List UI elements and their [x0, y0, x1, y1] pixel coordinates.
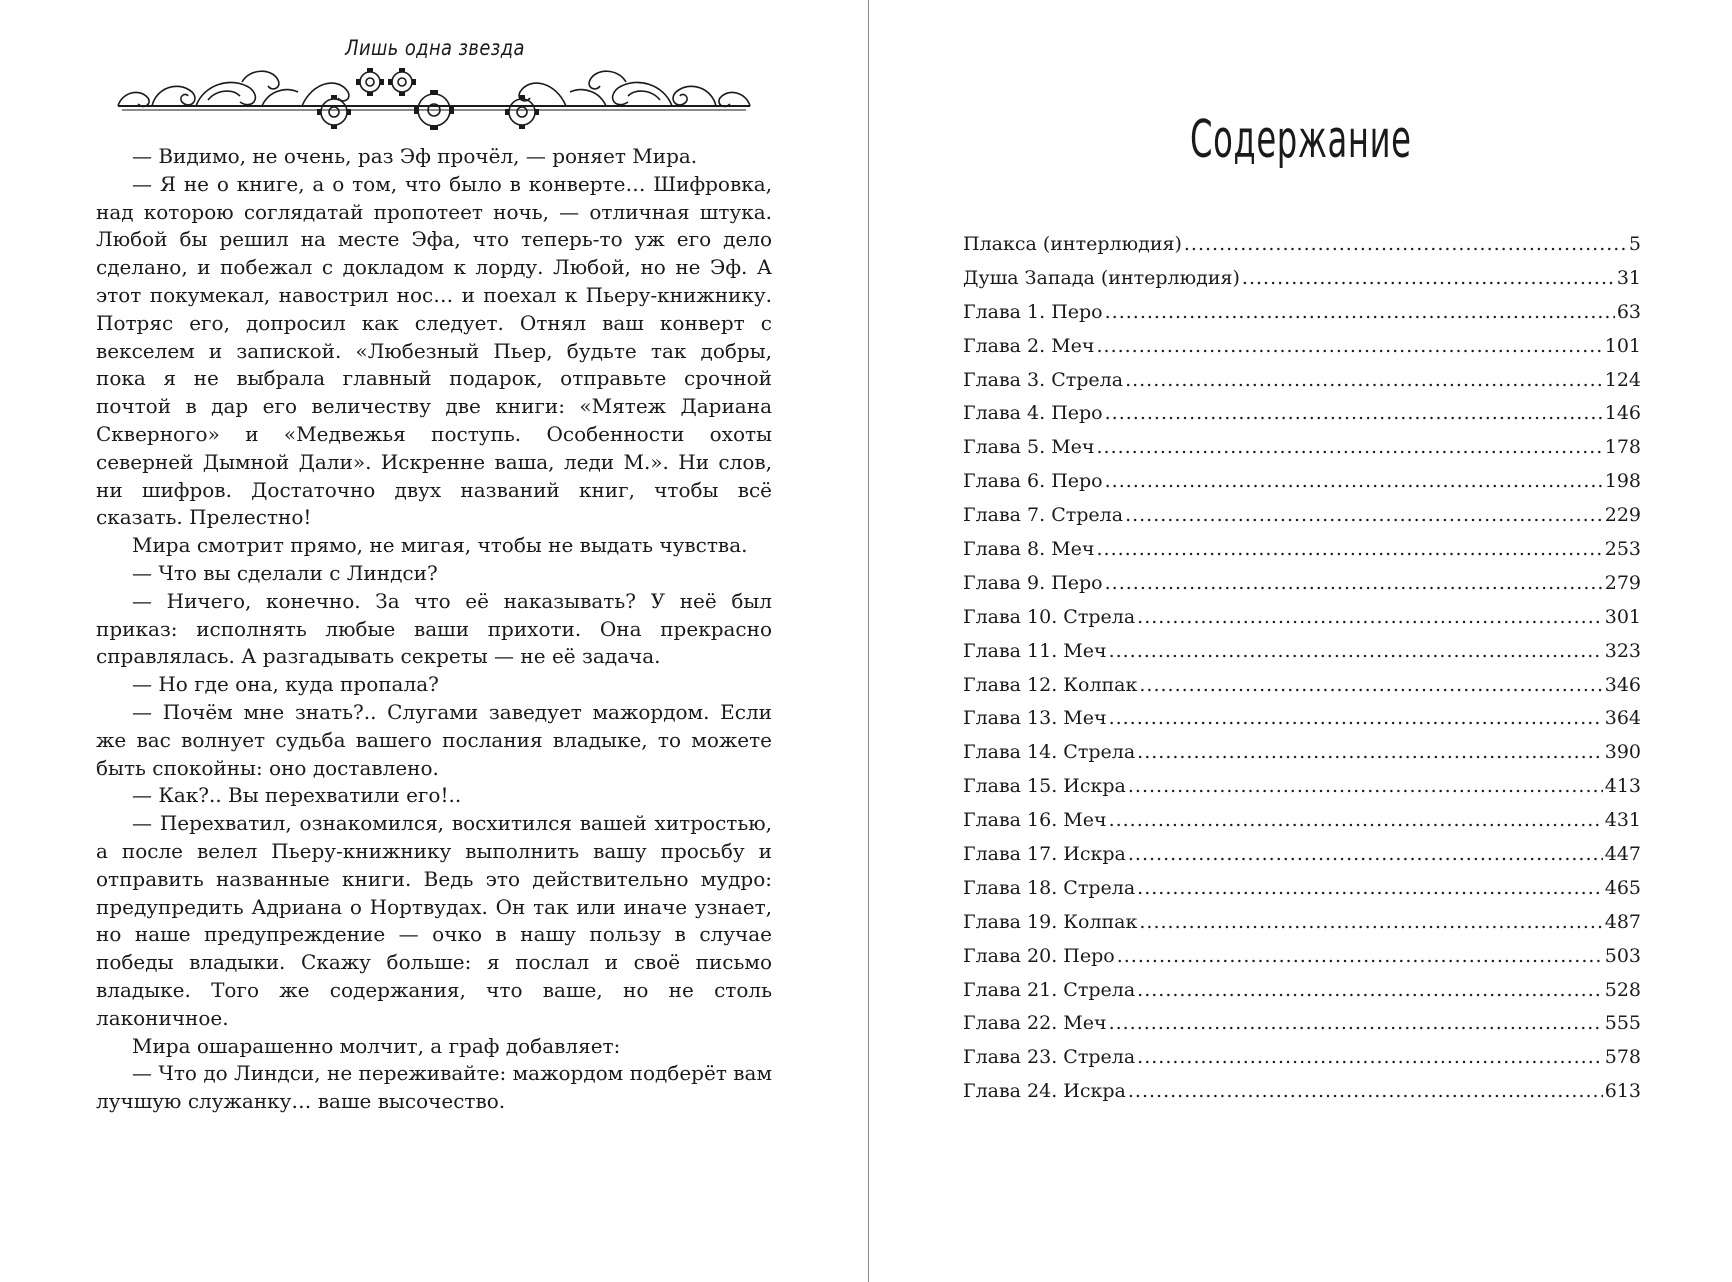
paragraph: — Ничего, конечно. За что её наказывать? У неё был приказ: исполнять любые ваши прихоти. Она прекрасно справлялась. А разгадывать секреты — не её задача.: [96, 588, 772, 669]
toc-entry-page: 613: [1604, 1080, 1641, 1103]
toc-entry[interactable]: [963, 335, 1641, 369]
right-page: [869, 0, 1732, 1282]
toc-entry[interactable]: [963, 504, 1641, 538]
toc-entry-label: Глава 24. Искра: [963, 1080, 1126, 1103]
toc-dot-leader: [1128, 843, 1603, 865]
toc-dot-leader: [1109, 640, 1603, 662]
toc-dot-leader: [1125, 504, 1603, 526]
toc-entry-page: 465: [1604, 876, 1641, 899]
toc-entry-page: 124: [1604, 368, 1641, 391]
toc-entry-page: 229: [1604, 504, 1641, 527]
toc-entry-label: Глава 19. Колпак: [963, 910, 1138, 933]
toc-entry-label: Глава 4. Перо: [963, 402, 1103, 425]
paragraph: Мира смотрит прямо, не мигая, чтобы не выдать чувства.: [132, 533, 748, 558]
toc-dot-leader: [1105, 470, 1603, 492]
toc-entry-page: 503: [1604, 944, 1641, 967]
toc-entry-label: Глава 13. Меч: [963, 707, 1107, 730]
toc-entry[interactable]: [963, 267, 1641, 301]
paragraph: — Что вы сделали с Линдси?: [132, 560, 438, 585]
toc-entry-label: Глава 8. Меч: [963, 538, 1095, 561]
toc-entry-page: 413: [1604, 775, 1641, 798]
toc-entry-page: 146: [1604, 402, 1641, 425]
toc-entry-label: Глава 16. Меч: [963, 809, 1107, 832]
toc-entry[interactable]: [963, 843, 1641, 877]
paragraph: — Как?.. Вы перехватили его!..: [132, 783, 462, 808]
toc-dot-leader: [1117, 945, 1603, 967]
toc-entry[interactable]: [963, 1080, 1641, 1114]
toc-entry-page: 279: [1604, 571, 1641, 594]
toc-dot-leader: [1096, 436, 1602, 458]
paragraph: Мира ошарашенно молчит, а граф добавляет:: [132, 1033, 621, 1058]
toc-entry[interactable]: [963, 640, 1641, 674]
toc-entry-label: Душа Запада (интерлюдия): [963, 266, 1240, 289]
toc-entry-label: Глава 21. Стрела: [963, 978, 1136, 1001]
toc-entry-label: Глава 23. Стрела: [963, 1046, 1136, 1069]
toc-entry[interactable]: [963, 674, 1641, 708]
paragraph: — Видимо, не очень, раз Эф прочёл, — роняет Мира.: [132, 144, 698, 168]
toc-dot-leader: [1105, 301, 1615, 323]
toc-dot-leader: [1137, 741, 1603, 763]
toc-entry[interactable]: [963, 538, 1641, 572]
toc-title: Содержание: [1189, 110, 1412, 170]
toc-entry-label: Глава 3. Стрела: [963, 368, 1124, 391]
toc-dot-leader: [1105, 572, 1603, 594]
toc-dot-leader: [1242, 267, 1615, 289]
toc-entry[interactable]: [963, 707, 1641, 741]
toc-dot-leader: [1125, 369, 1603, 391]
body-text: [96, 143, 772, 1116]
ornamental-gears-divider: [112, 62, 756, 134]
toc-entry[interactable]: [963, 572, 1641, 606]
toc-entry-label: Глава 22. Меч: [963, 1012, 1107, 1035]
paragraph: — Что до Линдси, не переживайте: мажордом подберёт вам лучшую служанку… ваше высочество.: [96, 1061, 772, 1114]
toc-dot-leader: [1139, 674, 1602, 696]
toc-entry-page: 447: [1604, 843, 1641, 866]
toc-entry-page: 5: [1628, 233, 1641, 255]
toc-entry[interactable]: [963, 877, 1641, 911]
toc-entry-page: 578: [1604, 1046, 1641, 1069]
toc-entry-page: 487: [1604, 910, 1641, 933]
toc-entry[interactable]: [963, 436, 1641, 470]
toc-dot-leader: [1184, 233, 1627, 255]
toc-entry-label: Глава 18. Стрела: [963, 876, 1136, 899]
table-of-contents: [963, 233, 1641, 1114]
toc-entry-page: 178: [1604, 436, 1641, 459]
toc-entry-page: 390: [1604, 741, 1641, 764]
toc-dot-leader: [1137, 979, 1603, 1001]
paragraph: — Перехватил, ознакомился, восхитился вашей хитростью, а после велел Пьеру-книжнику выполнить вашу просьбу и отправить названные книги. Ведь это действительно мудро: предупредить Адриана о Нортвудах. Он так или иначе узнает, но наше предупреждение — очко в нашу пользу в случае победы владыки. Скажу больше: я послал и своё письмо владыке. Того же содержания, что ваше, но не столь лаконичное.: [96, 811, 772, 1030]
toc-entry-label: Глава 2. Меч: [963, 334, 1095, 357]
toc-entry-label: Глава 1. Перо: [963, 300, 1103, 323]
toc-dot-leader: [1137, 606, 1603, 628]
paragraph: — Почём мне знать?.. Слугами заведует мажордом. Если же вас волнует судьба вашего послания владыке, то можете быть спокойны: оно доставлено.: [96, 699, 772, 780]
toc-entry-label: Глава 17. Искра: [963, 843, 1126, 866]
toc-entry-label: Глава 12. Колпак: [963, 673, 1138, 696]
toc-dot-leader: [1128, 1080, 1603, 1102]
toc-entry[interactable]: [963, 301, 1641, 335]
toc-entry[interactable]: [963, 369, 1641, 403]
toc-dot-leader: [1109, 809, 1603, 831]
toc-entry-label: Глава 6. Перо: [963, 470, 1103, 493]
toc-entry-page: 253: [1604, 538, 1641, 561]
toc-dot-leader: [1109, 1012, 1603, 1034]
toc-entry[interactable]: [963, 1012, 1641, 1046]
paragraph: — Но где она, куда пропала?: [132, 672, 439, 697]
toc-entry-label: Глава 14. Стрела: [963, 741, 1136, 764]
toc-entry[interactable]: [963, 979, 1641, 1013]
toc-entry[interactable]: [963, 606, 1641, 640]
toc-entry-page: 101: [1604, 334, 1641, 357]
toc-entry-page: 346: [1604, 673, 1641, 696]
toc-title-wrap: [869, 110, 1732, 170]
toc-dot-leader: [1105, 402, 1603, 424]
toc-entry-label: Глава 5. Меч: [963, 436, 1095, 459]
toc-entry[interactable]: [963, 402, 1641, 436]
toc-entry-label: Глава 7. Стрела: [963, 504, 1124, 527]
toc-entry-page: 301: [1604, 605, 1641, 628]
paragraph: — Я не о книге, а о том, что было в конверте… Шифровка, над которою соглядатай пропотеет ночь, — отличная штука. Любой бы решил на месте Эфа, что теперь-то уж его дело сделано, и побежал с докладом к лорду. Любой, но не Эф. А этот покумекал, навострил нос… и поехал к Пьеру-книжнику. Потряс его, допросил как следует. Отнял ваш конверт с векселем и запиской. «Любезный Пьер, будьте так добры, пока я не выбрала главный подарок, отправьте срочной почтой в дар его величеству две книги: «Мятеж Дариана Скверного» и «Медвежья поступь. Особенности охоты северней Дымной Дали». Искренне ваша, леди М.». Ни слов, ни шифров. Достаточно двух названий книг, чтобы всё сказать. Прелестно!: [96, 171, 772, 530]
toc-entry[interactable]: [963, 233, 1641, 267]
toc-dot-leader: [1096, 335, 1602, 357]
toc-entry-page: 198: [1604, 470, 1641, 493]
toc-entry[interactable]: [963, 945, 1641, 979]
toc-entry-label: Глава 20. Перо: [963, 944, 1115, 967]
running-head: Лишь одна звезда: [345, 36, 525, 60]
toc-entry-label: Глава 10. Стрела: [963, 605, 1136, 628]
toc-entry-page: 323: [1604, 639, 1641, 662]
toc-entry-page: 431: [1604, 809, 1641, 832]
toc-dot-leader: [1109, 707, 1603, 729]
toc-entry[interactable]: [963, 911, 1641, 945]
toc-entry[interactable]: [963, 470, 1641, 504]
toc-entry-label: Глава 11. Меч: [963, 639, 1107, 662]
toc-entry-page: 364: [1604, 707, 1641, 730]
toc-entry-page: 63: [1616, 300, 1641, 323]
toc-entry-label: Плакса (интерлюдия): [963, 233, 1182, 255]
toc-entry[interactable]: [963, 1046, 1641, 1080]
toc-entry-page: 528: [1604, 978, 1641, 1001]
toc-dot-leader: [1128, 775, 1603, 797]
toc-dot-leader: [1096, 538, 1602, 560]
toc-entry-label: Глава 9. Перо: [963, 571, 1103, 594]
toc-entry[interactable]: [963, 741, 1641, 775]
toc-entry[interactable]: [963, 809, 1641, 843]
toc-dot-leader: [1137, 877, 1603, 899]
toc-entry[interactable]: [963, 775, 1641, 809]
toc-entry-label: Глава 15. Искра: [963, 775, 1126, 798]
toc-entry-page: 555: [1604, 1012, 1641, 1035]
toc-dot-leader: [1139, 911, 1602, 933]
toc-entry-page: 31: [1616, 266, 1641, 289]
toc-dot-leader: [1137, 1046, 1603, 1068]
